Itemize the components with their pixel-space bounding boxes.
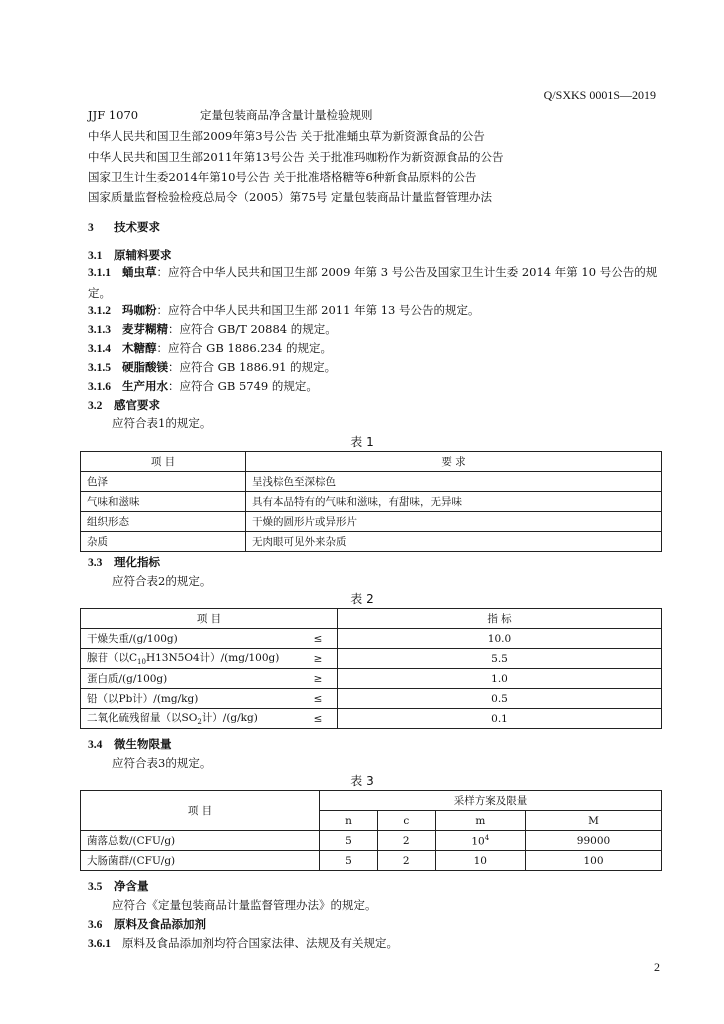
table-header-cell: 项 目 [81, 609, 338, 629]
paragraph: 应符合表3的规定。 [112, 756, 212, 770]
table-caption: 表 3 [350, 774, 374, 788]
table-row [81, 492, 662, 512]
table-header-row [81, 791, 662, 811]
table-cell [435, 851, 525, 871]
clause-3-1-4 [88, 339, 332, 358]
table-header-row [81, 609, 662, 629]
table-cell: 5 [320, 831, 378, 851]
table-cell: 2 [377, 831, 435, 851]
table-cell [81, 649, 300, 669]
table-header-cell: 指 标 [338, 609, 662, 629]
table-row [81, 709, 662, 729]
item-name-rest: H13N5O4计）/(mg/100g) [145, 652, 280, 665]
table-row [81, 629, 662, 649]
section-number: 3.2 [88, 400, 103, 412]
comparison-symbol: ≥ [299, 669, 338, 689]
table-cell: 99000 [525, 831, 661, 851]
comparison-symbol: ≤ [299, 629, 338, 649]
table-header-row [81, 452, 662, 472]
section-number: 3.3 [88, 557, 103, 569]
table-header-cell: 项 目 [81, 791, 320, 831]
table-row [81, 669, 662, 689]
table-cell [435, 831, 525, 851]
clause-number: 3.1.1 [88, 267, 111, 279]
table-row [81, 831, 662, 851]
table-caption: 表 1 [350, 435, 374, 449]
table-cell [81, 629, 300, 649]
section-number: 3.1 [88, 250, 103, 262]
comparison-symbol: ≤ [299, 689, 338, 709]
section-title: 技术要求 [114, 220, 160, 234]
clause-name: 生产用水 [122, 379, 168, 393]
table-cell: 0.5 [338, 689, 662, 709]
clause-name: 木糖醇 [122, 341, 157, 355]
comparison-symbol: ≥ [299, 649, 338, 669]
table-row [81, 649, 662, 669]
table-header-cell: n [320, 811, 378, 831]
paragraph: 应符合表2的规定。 [112, 574, 212, 588]
table-cell: 无肉眼可见外来杂质 [246, 532, 662, 552]
item-name: 蛋白质/(g/100g) [87, 673, 168, 685]
clause-text: ：应符合 GB/T 20884 的规定。 [168, 322, 337, 336]
reference-title: 定量包装商品净含量计量检验规则 [200, 108, 373, 122]
clause-number: 3.1.4 [88, 343, 111, 355]
clause-number: 3.1.2 [88, 305, 111, 317]
clause-name: 硬脂酸镁 [122, 360, 168, 374]
table-header-cell: m [435, 811, 525, 831]
clause-3-1-3 [88, 320, 337, 339]
clause-3-1-6 [88, 377, 318, 396]
reference-line: 国家质量监督检验检疫总局令（2005）第75号 定量包装商品计量监督管理办法 [88, 190, 493, 204]
table-cell: 呈浅棕色至深棕色 [246, 472, 662, 492]
table-header-cell: c [377, 811, 435, 831]
table-row [81, 472, 662, 492]
comparison-symbol: ≤ [299, 709, 338, 729]
table-cell: 具有本品特有的气味和滋味，有甜味，无异味 [246, 492, 662, 512]
table-header-cell: 采样方案及限量 [320, 791, 662, 811]
clause-text: ：应符合 GB 1886.91 的规定。 [168, 360, 337, 374]
table-cell: 菌落总数/(CFU/g) [81, 831, 320, 851]
section-number: 3 [88, 222, 94, 234]
standard-code: Q/SXKS 0001S—2019 [543, 88, 656, 102]
table-row [81, 689, 662, 709]
item-name: 腺苷（以C [87, 652, 138, 665]
clause-3-1-1 [88, 262, 664, 303]
table-cell [81, 689, 300, 709]
paragraph: 应符合《定量包装商品计量监督管理办法》的规定。 [112, 898, 377, 912]
clause-name: 蛹虫草 [122, 265, 157, 279]
m-value: 10 [473, 854, 487, 867]
reference-line: 中华人民共和国卫生部2011年第13号公告 关于批准玛咖粉作为新资源食品的公告 [88, 150, 504, 164]
table-cell: 5 [320, 851, 378, 871]
clause-3-1-5 [88, 358, 336, 377]
table-cell: 1.0 [338, 669, 662, 689]
table-cell: 0.1 [338, 709, 662, 729]
table-header-cell: M [525, 811, 661, 831]
section-title: 原辅料要求 [114, 248, 172, 262]
table-cell: 组织形态 [81, 512, 246, 532]
item-name: 铅（以Pb计）/(mg/kg) [87, 693, 199, 705]
clause-3-6-1 [88, 934, 398, 953]
subsection-heading [88, 877, 149, 896]
subsection-heading [88, 915, 206, 934]
paragraph: 应符合表1的规定。 [112, 416, 212, 430]
reference-line [88, 106, 373, 124]
table-row [81, 532, 662, 552]
item-subscript: 2 [197, 718, 202, 727]
section-title: 理化指标 [114, 555, 160, 569]
section-title: 微生物限量 [114, 737, 172, 751]
clause-number: 3.1.3 [88, 324, 111, 336]
table-cell: 大肠菌群/(CFU/g) [81, 851, 320, 871]
m-value: 10 [471, 835, 485, 848]
table-cell [81, 709, 300, 729]
table-cell: 2 [377, 851, 435, 871]
clause-text: ：应符合中华人民共和国卫生部 2011 年第 13 号公告的规定。 [156, 303, 480, 317]
clause-text: ：应符合 GB 1886.234 的规定。 [156, 341, 332, 355]
clause-text: 原料及食品添加剂均符合国家法律、法规及有关规定。 [122, 936, 398, 950]
page-number: 2 [654, 960, 660, 974]
sensory-table [80, 451, 662, 552]
clause-number: 3.6.1 [88, 938, 111, 950]
reference-line: 国家卫生计生委2014年第10号公告 关于批准塔格糖等6种新食品原料的公告 [88, 170, 477, 184]
clause-text: ：应符合中华人民共和国卫生部 2009 年第 3 号公告及国家卫生计生委 2014 年第 10 号公告的规定。 [88, 265, 658, 300]
clause-number: 3.1.5 [88, 362, 111, 374]
item-name: 干燥失重/(g/100g) [87, 633, 178, 645]
table-cell: 干燥的圆形片或异形片 [246, 512, 662, 532]
clause-name: 玛咖粉 [122, 303, 157, 317]
table-row [81, 512, 662, 532]
section-number: 3.6 [88, 919, 103, 931]
reference-line: 中华人民共和国卫生部2009年第3号公告 关于批准蛹虫草为新资源食品的公告 [88, 129, 485, 143]
clause-3-1-2 [88, 301, 480, 320]
clause-text: ：应符合 GB 5749 的规定。 [168, 379, 318, 393]
subsection-heading [88, 553, 160, 572]
table-cell: 杂质 [81, 532, 246, 552]
physicochemical-table [80, 608, 662, 729]
microbial-table [80, 790, 662, 871]
section-number: 3.5 [88, 881, 103, 893]
table-cell [81, 669, 300, 689]
table-cell: 气味和滋味 [81, 492, 246, 512]
clause-name: 麦芽糊精 [122, 322, 168, 336]
table-row [81, 851, 662, 871]
subsection-heading [88, 396, 160, 415]
item-name: 二氧化硫残留量（以SO [87, 712, 198, 725]
table-caption: 表 2 [350, 592, 374, 606]
section-number: 3.4 [88, 739, 103, 751]
section-title: 原料及食品添加剂 [114, 917, 206, 931]
table-cell: 5.5 [338, 649, 662, 669]
m-exponent: 4 [484, 833, 490, 842]
table-header-cell: 项 目 [81, 452, 246, 472]
reference-id: JJF 1070 [88, 108, 139, 122]
clause-number: 3.1.6 [88, 381, 111, 393]
subsection-heading [88, 735, 172, 754]
section-title: 净含量 [114, 879, 149, 893]
table-cell: 色泽 [81, 472, 246, 492]
section-title: 感官要求 [114, 398, 160, 412]
table-cell: 100 [525, 851, 661, 871]
table-header-cell: 要 求 [246, 452, 662, 472]
section-heading [88, 218, 160, 237]
table-cell: 10.0 [338, 629, 662, 649]
item-name-rest: 计）/(g/kg) [201, 712, 258, 725]
item-subscript: 10 [137, 658, 146, 667]
